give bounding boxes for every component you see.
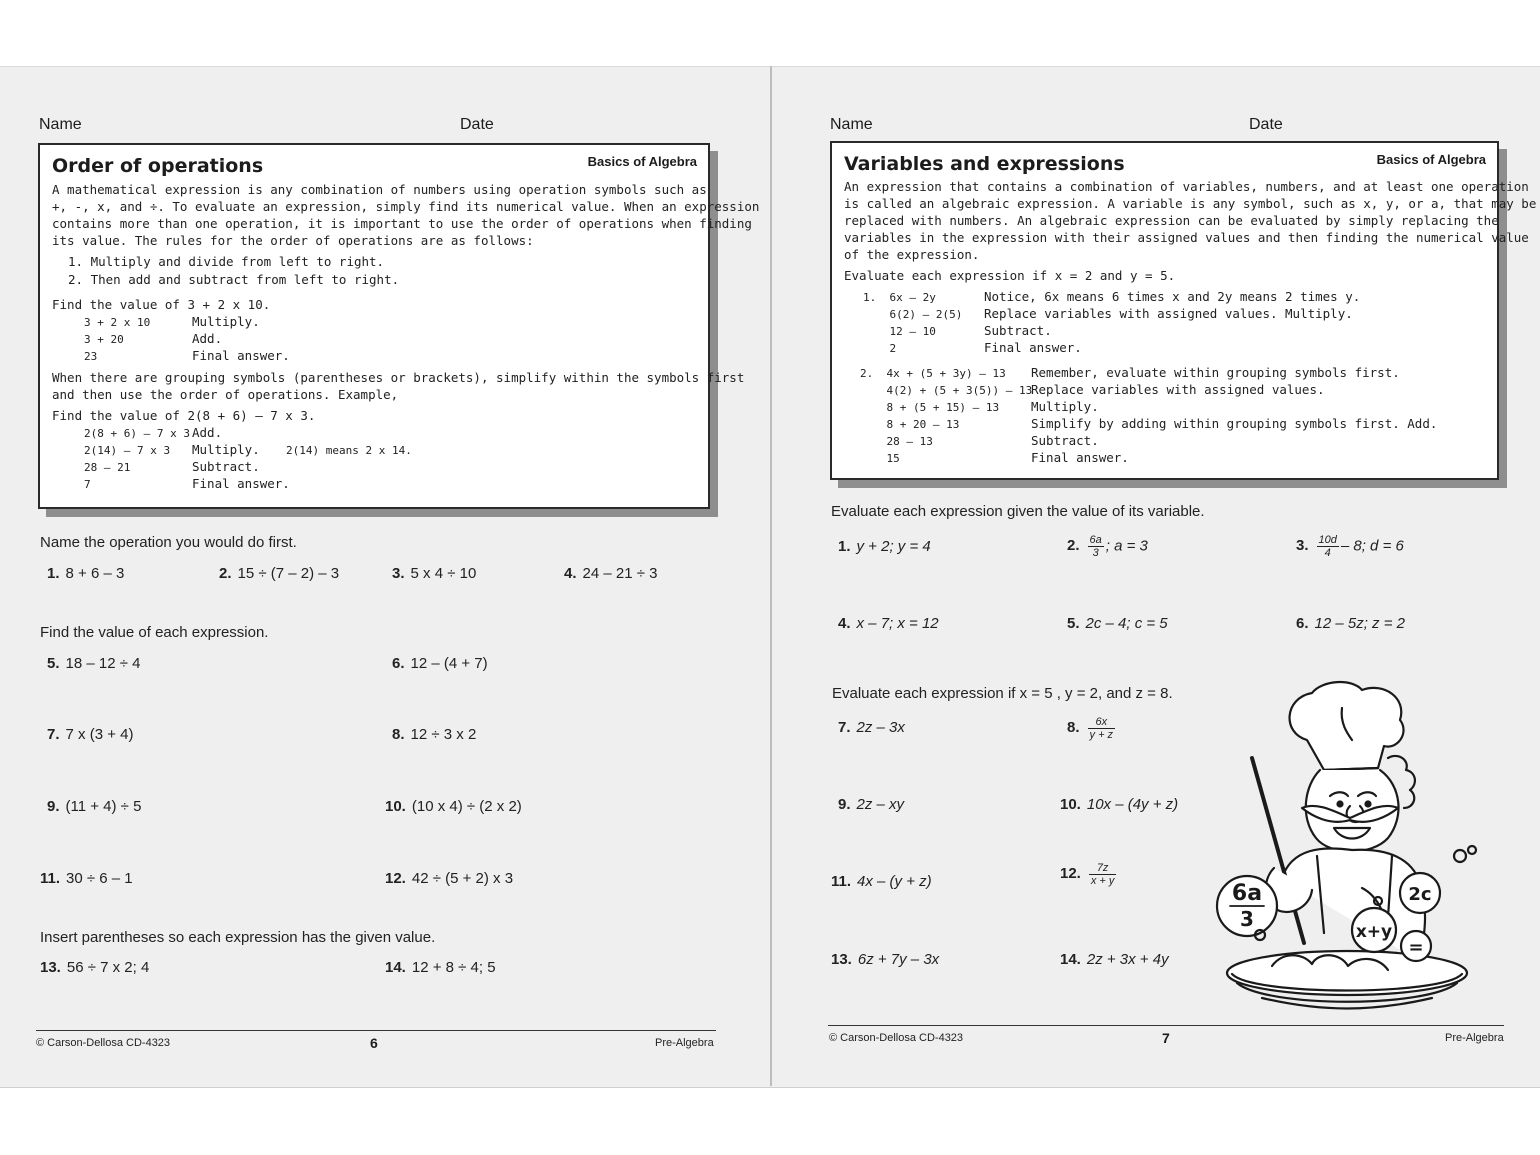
step-note: Multiply. (192, 442, 260, 457)
grouping-text: and then use the order of operations. Example, (52, 387, 399, 402)
date-label: Date (460, 116, 494, 133)
problem-number: 1. (838, 538, 851, 555)
problem (40, 870, 133, 887)
problem (385, 959, 496, 976)
fraction (1088, 716, 1116, 741)
step-note: Remember, evaluate within grouping symbols first. (1031, 365, 1400, 380)
section-instruction: Evaluate each expression if x = 5 , y = 2, and z = 8. (832, 685, 1173, 702)
step-expr: 2. 4x + (5 + 3y) – 13 (860, 367, 1006, 380)
bubble-text: x+y (1355, 922, 1393, 942)
problem-text: 6z + 7y – 3x (857, 951, 940, 968)
problem (47, 655, 140, 672)
step-expr: 28 – 21 (84, 461, 131, 474)
problem-number: 8. (1067, 719, 1080, 737)
step-note: Final answer. (192, 348, 290, 363)
problem-text: 4x – (y + z) (857, 873, 932, 890)
problem-number: 4. (564, 565, 577, 582)
problem-text: 2z – xy (856, 796, 905, 813)
problem-text: 12 ÷ 3 x 2 (410, 726, 477, 743)
fraction-numerator: 6a (1089, 534, 1102, 546)
step-expr: 8 + 20 – 13 (860, 418, 960, 431)
bubble-text: 3 (1240, 907, 1254, 931)
intro-line: of the expression. (844, 247, 980, 262)
step-expr: 23 (84, 350, 98, 363)
footer-book-title: Pre-Algebra (1445, 1032, 1504, 1044)
problem (392, 655, 488, 672)
intro-line: variables in the expression with their assigned values and then finding the numerical value (844, 230, 1529, 245)
fraction-denominator: 3 (1092, 547, 1099, 559)
problem (838, 538, 931, 555)
problem-number: 14. (385, 959, 406, 976)
problem-text: 30 ÷ 6 – 1 (66, 870, 133, 887)
problem-text: y + 2; y = 4 (856, 538, 931, 555)
fraction-denominator: y + z (1089, 729, 1114, 741)
problem-text: 18 – 12 ÷ 4 (65, 655, 141, 672)
problem-number: 4. (838, 615, 851, 632)
footer-rule (828, 1025, 1504, 1026)
bubble-text: = (1408, 937, 1424, 958)
section-instruction: Find the value of each expression. (40, 624, 269, 641)
example-prompt: Find the value of 3 + 2 x 10. (52, 297, 271, 312)
problem-text: 2c – 4; c = 5 (1085, 615, 1168, 632)
section-instruction: Evaluate each expression given the value of its variable. (831, 503, 1205, 520)
step-note: Final answer. (1031, 450, 1129, 465)
problem-text: 2z + 3x + 4y (1086, 951, 1169, 968)
step-note: Final answer. (984, 340, 1082, 355)
step-note: Add. (192, 331, 223, 346)
page-number: 7 (1162, 1030, 1170, 1046)
problem-number: 2. (219, 565, 232, 582)
problem-text: 5 x 4 ÷ 10 (410, 565, 477, 582)
bubble-text: 2c (1408, 884, 1432, 905)
step-expr: 15 (860, 452, 900, 465)
step-expr: 6(2) – 2(5) (863, 308, 963, 321)
step-note: Replace variables with assigned values. Multiply. (984, 306, 1353, 321)
step-note: Final answer. (192, 476, 290, 491)
step-expr: 28 – 13 (860, 435, 933, 448)
problem-number: 12. (385, 870, 406, 887)
example-prompt: Find the value of 2(8 + 6) – 7 x 3. (52, 408, 316, 423)
date-label: Date (1249, 116, 1283, 133)
problem-number: 10. (1060, 796, 1081, 813)
fraction (1317, 534, 1339, 559)
problem (1060, 796, 1178, 813)
step-expr: 4(2) + (5 + 3(5)) – 13 (860, 384, 1033, 397)
problem-number: 13. (831, 951, 852, 968)
rule-item: 1. Multiply and divide from left to right. (68, 254, 385, 269)
problem-number: 3. (392, 565, 405, 582)
evaluate-prompt: Evaluate each expression if x = 2 and y = 5. (844, 268, 1176, 283)
problem-number: 12. (1060, 865, 1081, 883)
problem-text: – 8; d = 6 (1340, 537, 1404, 555)
problem (385, 798, 522, 815)
name-label: Name (830, 116, 873, 133)
step-extra: 2(14) means 2 x 14. (286, 444, 412, 457)
problem (1296, 534, 1404, 559)
step-expr: 1. 6x – 2y (863, 291, 936, 304)
step-note: Replace variables with assigned values. (1031, 382, 1325, 397)
problem-number: 10. (385, 798, 406, 815)
intro-line: contains more than one operation, it is important to use the order of operations when finding (52, 216, 752, 231)
problem-number: 7. (47, 726, 60, 743)
problem (47, 798, 141, 815)
intro-line: A mathematical expression is any combination of numbers using operation symbols such as (52, 182, 707, 197)
problem-text: 12 – 5z; z = 2 (1314, 615, 1405, 632)
intro-line: replaced with numbers. An algebraic expression can be evaluated by simply replacing the (844, 213, 1499, 228)
fraction (1089, 862, 1117, 887)
problem-number: 6. (1296, 615, 1309, 632)
footer-copyright: © Carson-Dellosa CD-4323 (36, 1037, 171, 1049)
fraction-numerator: 10d (1318, 534, 1337, 546)
problem (47, 565, 124, 582)
problem (40, 959, 149, 976)
problem (392, 726, 476, 743)
problem-text: 12 – (4 + 7) (410, 655, 488, 672)
name-label: Name (39, 116, 82, 133)
problem (219, 565, 339, 582)
problem (1060, 862, 1118, 887)
problem-text: (11 + 4) ÷ 5 (65, 798, 142, 815)
box-title: Order of operations (52, 155, 264, 177)
step-expr: 12 – 10 (863, 325, 936, 338)
problem (1067, 534, 1148, 559)
grouping-text: When there are grouping symbols (parentheses or brackets), simplify within the symbols first (52, 370, 745, 385)
rule-item: 2. Then add and subtract from left to right. (68, 272, 400, 287)
section-instruction: Name the operation you would do first. (40, 534, 297, 551)
intro-line: its value. The rules for the order of operations are as follows: (52, 233, 534, 248)
step-expr: 8 + (5 + 15) – 13 (860, 401, 1000, 414)
step-note: Notice, 6x means 6 times x and 2y means 2 times y. (984, 289, 1361, 304)
problem (838, 796, 904, 813)
problem-text: 10x – (4y + z) (1086, 796, 1179, 813)
problem-text: x – 7; x = 12 (856, 615, 939, 632)
problem-number: 2. (1067, 537, 1080, 555)
problem-number: 8. (392, 726, 405, 743)
problem-text: (10 x 4) ÷ (2 x 2) (411, 798, 522, 815)
step-note: Multiply. (1031, 399, 1099, 414)
problem-number: 7. (838, 719, 851, 736)
problem (831, 873, 932, 890)
problem-number: 11. (40, 870, 61, 887)
bubble-text: 6a (1231, 881, 1263, 906)
problem-text: 56 ÷ 7 x 2; 4 (66, 959, 150, 976)
fraction-denominator: x + y (1090, 875, 1115, 887)
step-note: Simplify by adding within grouping symbols first. Add. (1031, 416, 1438, 431)
problem (1067, 615, 1168, 632)
step-expr: 3 + 2 x 10 (84, 316, 151, 329)
step-note: Multiply. (192, 314, 260, 329)
step-expr: 2(14) – 7 x 3 (84, 444, 171, 457)
intro-line: An expression that contains a combination of variables, numbers, and at least one operation (844, 179, 1529, 194)
footer-copyright: © Carson-Dellosa CD-4323 (829, 1032, 964, 1044)
problem (564, 565, 657, 582)
step-note: Subtract. (192, 459, 260, 474)
fraction-numerator: 7z (1089, 862, 1117, 875)
fraction-numerator: 6x (1088, 716, 1116, 729)
problem-text: 2z – 3x (856, 719, 905, 736)
problem-text: 8 + 6 – 3 (65, 565, 125, 582)
problem-number: 14. (1060, 951, 1081, 968)
problem (392, 565, 476, 582)
problem (831, 951, 939, 968)
problem-number: 5. (1067, 615, 1080, 632)
problem-number: 9. (838, 796, 851, 813)
problem-number: 3. (1296, 537, 1309, 555)
section-instruction: Insert parentheses so each expression has the given value. (40, 929, 436, 946)
footer-book-title: Pre-Algebra (655, 1037, 714, 1049)
box-tag: Basics of Algebra (587, 154, 697, 169)
problem (385, 870, 513, 887)
step-note: Add. (192, 425, 223, 440)
box-tag: Basics of Algebra (1376, 152, 1486, 167)
problem (1060, 951, 1169, 968)
problem-number: 6. (392, 655, 405, 672)
step-note: Subtract. (1031, 433, 1099, 448)
intro-line: is called an algebraic expression. A variable is any symbol, such as x, y, or a, that may be (844, 196, 1537, 211)
step-expr: 2 (863, 342, 897, 355)
problem-text: 12 + 8 ÷ 4; 5 (411, 959, 496, 976)
step-expr: 3 + 20 (84, 333, 124, 346)
fraction-denominator: 4 (1324, 547, 1331, 559)
box-title: Variables and expressions (844, 153, 1125, 175)
problem-text: 24 – 21 ÷ 3 (582, 565, 658, 582)
problem-number: 11. (831, 873, 852, 890)
chef-illustration (1212, 678, 1482, 1023)
problem (838, 719, 905, 736)
step-expr: 7 (84, 478, 91, 491)
fraction (1088, 534, 1104, 559)
step-note: Subtract. (984, 323, 1052, 338)
step-expr: 2(8 + 6) – 7 x 3 (84, 427, 190, 440)
intro-line: +, -, x, and ÷. To evaluate an expression, simply find its numerical value. When an expression (52, 199, 760, 214)
order-of-operations-box (38, 143, 760, 509)
problem-text: ; a = 3 (1105, 537, 1148, 555)
problem-number: 9. (47, 798, 60, 815)
problem-number: 13. (40, 959, 61, 976)
page-number: 6 (370, 1035, 378, 1051)
problem-number: 5. (47, 655, 60, 672)
problem (47, 726, 133, 743)
variables-and-expressions-box (830, 141, 1537, 480)
problem (838, 615, 939, 632)
problem-text: 42 ÷ (5 + 2) x 3 (411, 870, 514, 887)
book-gutter (770, 66, 772, 1086)
problem (1067, 716, 1117, 741)
problem-text: 7 x (3 + 4) (65, 726, 134, 743)
footer-rule (36, 1030, 716, 1031)
problem-number: 1. (47, 565, 60, 582)
problem-text: 15 ÷ (7 – 2) – 3 (237, 565, 340, 582)
problem (1296, 615, 1405, 632)
